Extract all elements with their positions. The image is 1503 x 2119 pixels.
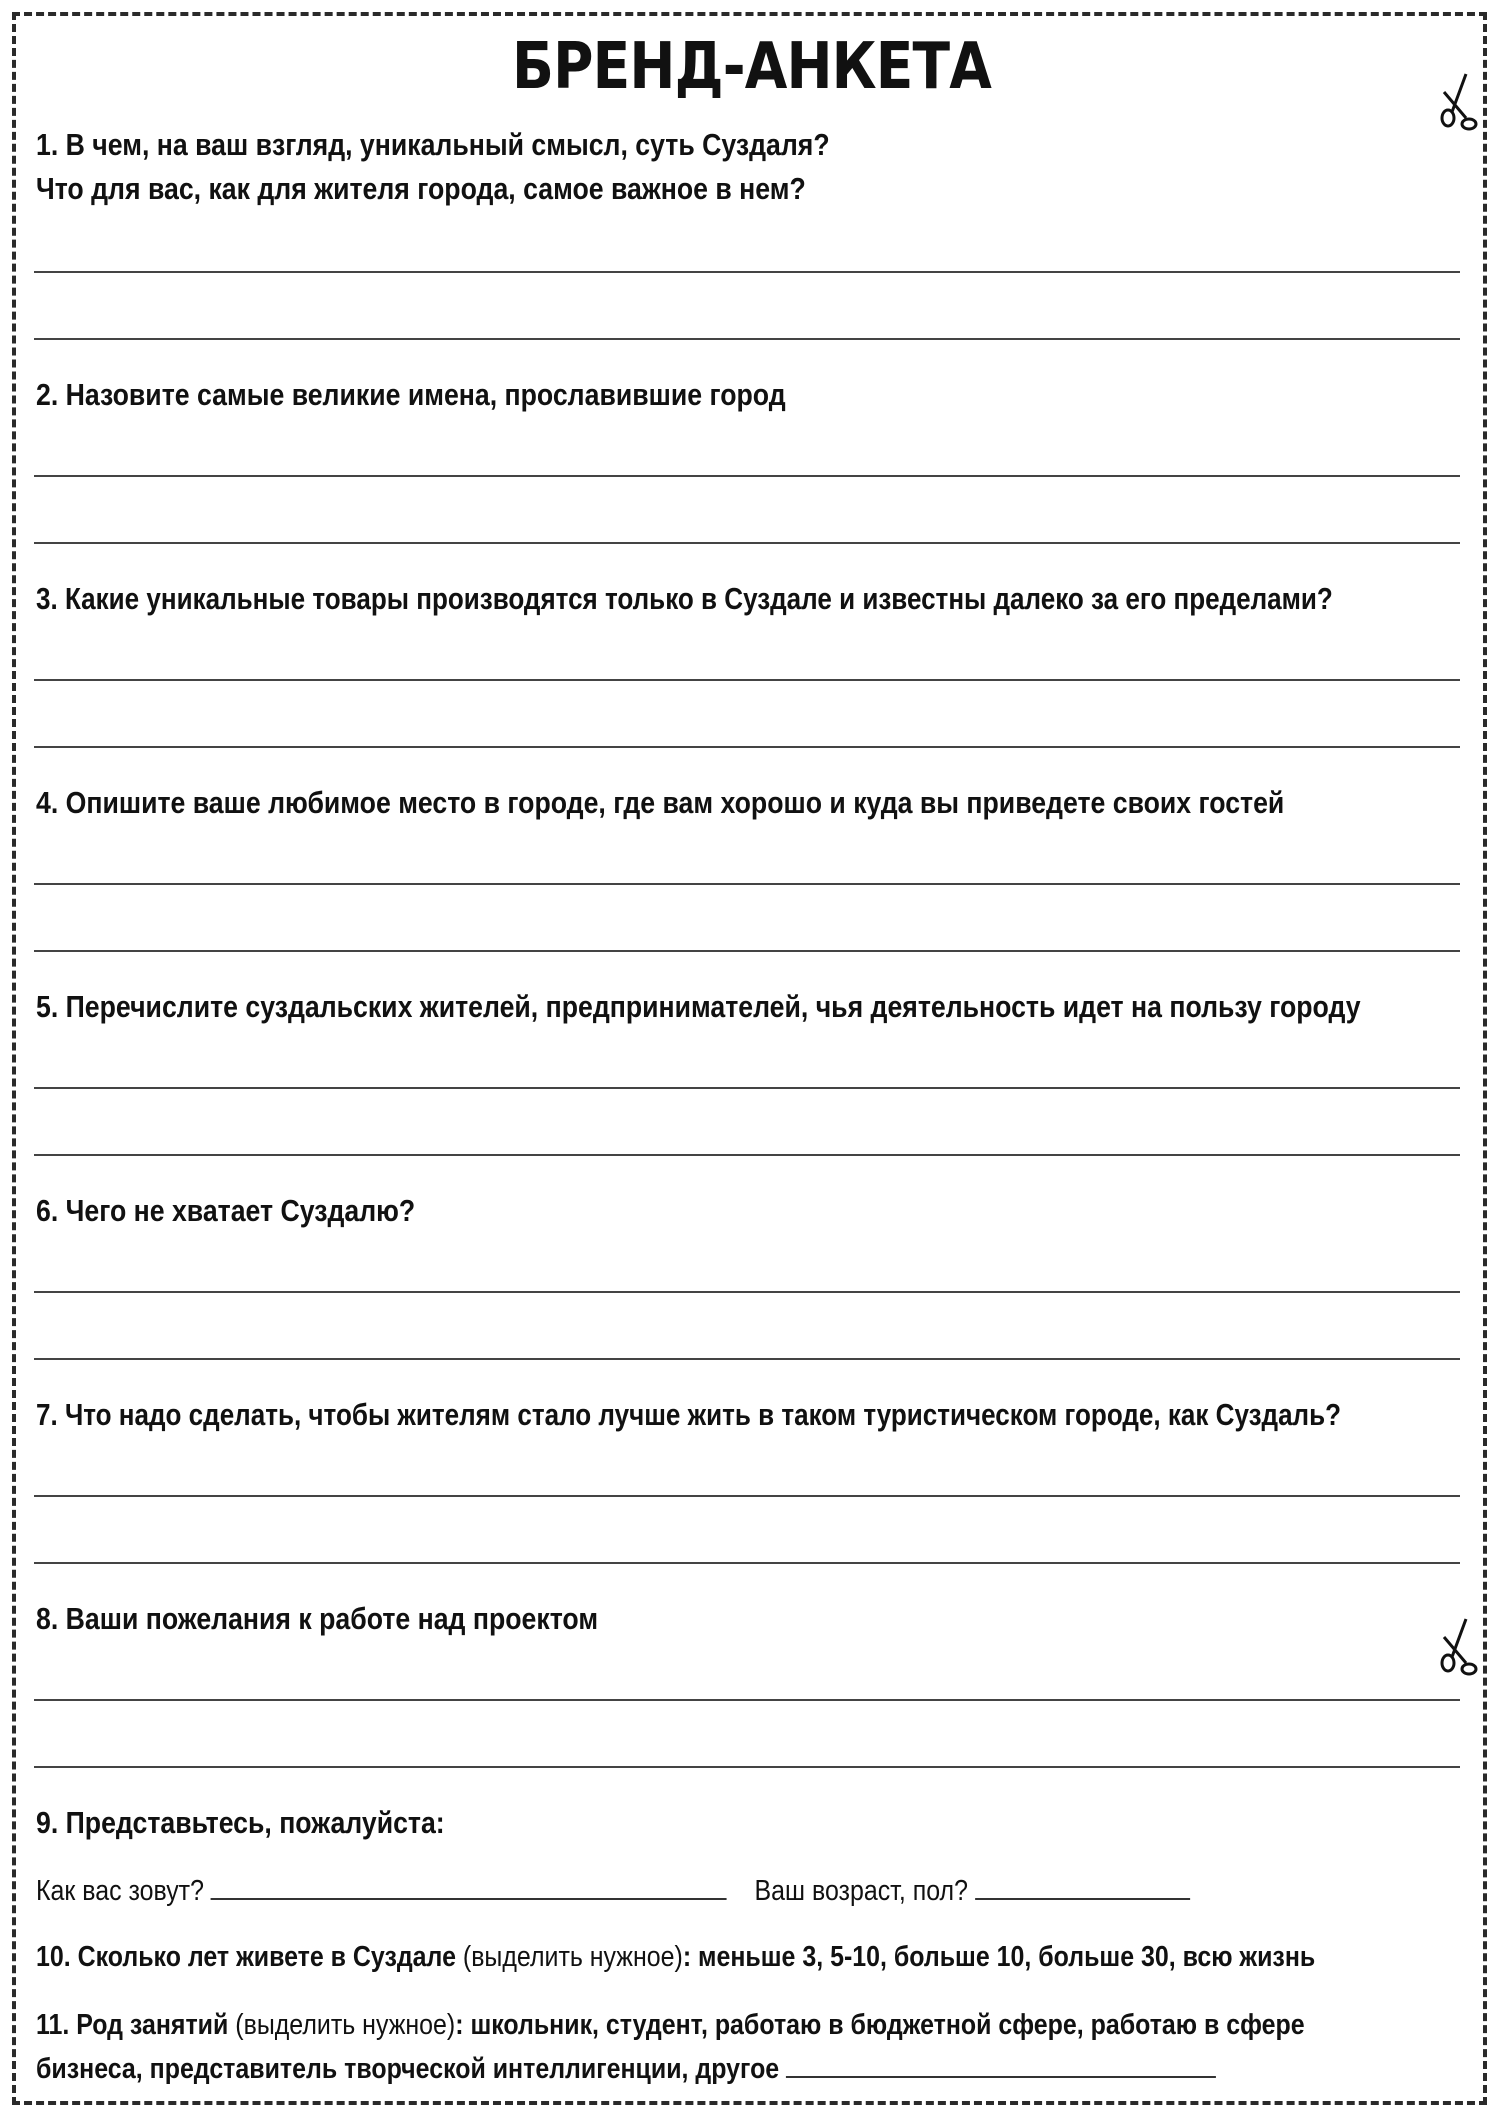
question-9: 9. Представьтесь, пожалуйста: <box>36 1805 445 1840</box>
q10-label: 10. Сколько лет живете в Суздале <box>36 1941 456 1973</box>
answer-line-4b[interactable] <box>34 950 1460 952</box>
answer-line-8a[interactable] <box>34 1699 1460 1701</box>
question-10 <box>36 1934 1316 1980</box>
answer-line-2b[interactable] <box>34 542 1460 544</box>
question-3: 3. Какие уникальные товары производятся только в Суздале и известны далеко за его пределами? <box>36 581 1333 616</box>
answer-line-6b[interactable] <box>34 1358 1460 1360</box>
answer-line-1b[interactable] <box>34 338 1460 340</box>
q10-hint: (выделить нужное) <box>462 1941 683 1973</box>
answer-line-5a[interactable] <box>34 1087 1460 1089</box>
answer-line-3b[interactable] <box>34 746 1460 748</box>
answer-line-1a[interactable] <box>34 271 1460 273</box>
q10-options[interactable]: : меньше 3, 5-10, больше 10, больше 30, всю жизнь <box>682 1941 1316 1973</box>
answer-line-7b[interactable] <box>34 1562 1460 1564</box>
question-1-line-2: Что для вас, как для жителя города, самое важное в нем? <box>36 171 806 206</box>
question-4: 4. Опишите ваше любимое место в городе, где вам хорошо и куда вы приведете своих гостей <box>36 785 1285 820</box>
question-8: 8. Ваши пожелания к работе над проектом <box>36 1601 599 1636</box>
age-gender-field[interactable] <box>975 1868 1190 1900</box>
question-6: 6. Чего не хватает Суздалю? <box>36 1193 416 1228</box>
other-occupation-field[interactable] <box>786 2046 1216 2078</box>
question-7: 7. Что надо сделать, чтобы жителям стало лучше жить в таком туристическом городе, как Суздаль? <box>36 1397 1342 1432</box>
name-label: Как вас зовут? <box>36 1875 204 1907</box>
question-11-line-2 <box>36 2046 1266 2092</box>
name-field[interactable] <box>211 1868 727 1900</box>
age-label: Ваш возраст, пол? <box>754 1875 968 1907</box>
scissors-icon <box>1436 72 1478 132</box>
question-2: 2. Назовите самые великие имена, прославившие город <box>36 377 786 412</box>
q11-options-2[interactable]: бизнеса, представитель творческой интеллигенции, другое <box>36 2053 780 2085</box>
answer-line-3a[interactable] <box>34 679 1460 681</box>
page-title: БРЕНД-АНКЕТА <box>512 30 991 104</box>
scissors-icon <box>1436 1617 1478 1677</box>
answer-line-5b[interactable] <box>34 1154 1460 1156</box>
question-5: 5. Перечислите суздальских жителей, предпринимателей, чья деятельность идет на пользу городу <box>36 989 1361 1024</box>
survey-sheet <box>12 12 1487 2105</box>
answer-line-4a[interactable] <box>34 883 1460 885</box>
answer-line-8b[interactable] <box>34 1766 1460 1768</box>
q11-label: 11. Род занятий <box>36 2009 229 2041</box>
q11-options-1[interactable]: : школьник, студент, работаю в бюджетной сфере, работаю в сфере <box>455 2009 1305 2041</box>
q11-hint: (выделить нужное) <box>235 2009 456 2041</box>
question-11-line-1 <box>36 2002 1305 2048</box>
answer-line-6a[interactable] <box>34 1291 1460 1293</box>
answer-line-2a[interactable] <box>34 475 1460 477</box>
answer-line-7a[interactable] <box>34 1495 1460 1497</box>
q9-fields <box>36 1868 1266 1914</box>
question-1-line-1: 1. В чем, на ваш взгляд, уникальный смысл, суть Суздаля? <box>36 127 830 162</box>
